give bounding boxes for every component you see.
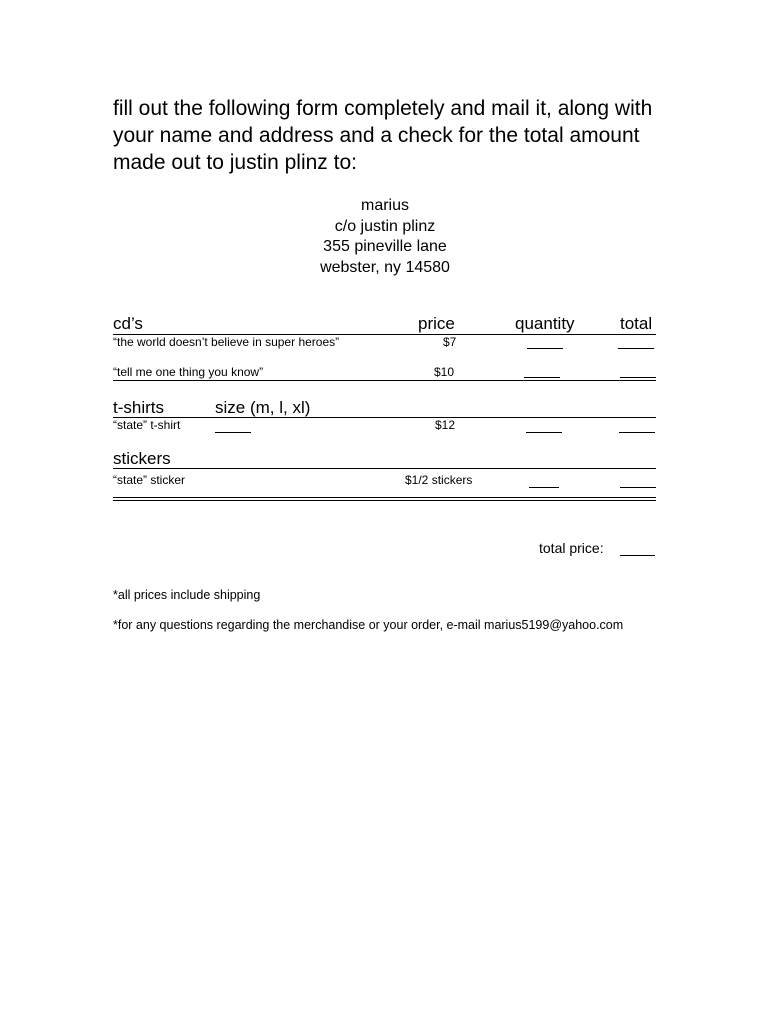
cds-section-divider (113, 380, 656, 381)
contact-note: *for any questions regarding the merchandise or your order, e-mail marius5199@yahoo.com (113, 618, 624, 632)
sticker-total-blank[interactable] (620, 487, 656, 488)
address-line-care-of: c/o justin plinz (334, 217, 436, 235)
cd-item-price: $7 (443, 335, 457, 349)
intro-paragraph: fill out the following form completely and mail it, along with your name and address and a check for the total amount made out to justin plinz to: (113, 97, 653, 174)
quantity-column-header: quantity (515, 314, 575, 333)
total-column-header: total (620, 314, 653, 333)
address-line-city: webster, ny 14580 (320, 258, 450, 276)
cd-item-price: $10 (434, 365, 455, 379)
cd-total-blank[interactable] (620, 377, 656, 378)
tshirts-heading-underline (113, 417, 656, 418)
shipping-note: *all prices include shipping (113, 588, 261, 602)
mailing-address (0, 196, 770, 278)
price-column-header: price (418, 314, 455, 333)
stickers-heading: stickers (113, 449, 171, 468)
tshirt-total-blank[interactable] (619, 432, 655, 433)
cd-item-name: “tell me one thing you know” (113, 365, 264, 379)
total-price-blank[interactable] (620, 555, 655, 556)
cd-quantity-blank[interactable] (527, 348, 563, 349)
tshirt-size-blank[interactable] (215, 432, 251, 433)
address-line-name: marius (360, 197, 409, 214)
tshirt-quantity-blank[interactable] (526, 432, 562, 433)
stickers-divider-upper (113, 497, 656, 498)
cd-total-blank[interactable] (618, 348, 654, 349)
tshirt-item-name: “state” t-shirt (113, 418, 181, 432)
sticker-item-price: $1/2 stickers (405, 473, 473, 487)
stickers-divider-lower (113, 500, 656, 501)
cd-item-name: “the world doesn’t believe in super heroes” (113, 335, 340, 349)
cd-quantity-blank[interactable] (524, 377, 560, 378)
total-price-label: total price: (539, 540, 604, 556)
tshirt-item-price: $12 (435, 418, 456, 432)
tshirts-heading: t-shirts (113, 398, 164, 417)
sticker-quantity-blank[interactable] (529, 487, 559, 488)
address-line-street: 355 pineville lane (323, 238, 447, 255)
stickers-heading-underline (113, 468, 656, 469)
cds-heading: cd’s (113, 314, 143, 333)
size-label: size (m, l, xl) (215, 398, 311, 417)
sticker-item-name: “state” sticker (113, 473, 186, 487)
